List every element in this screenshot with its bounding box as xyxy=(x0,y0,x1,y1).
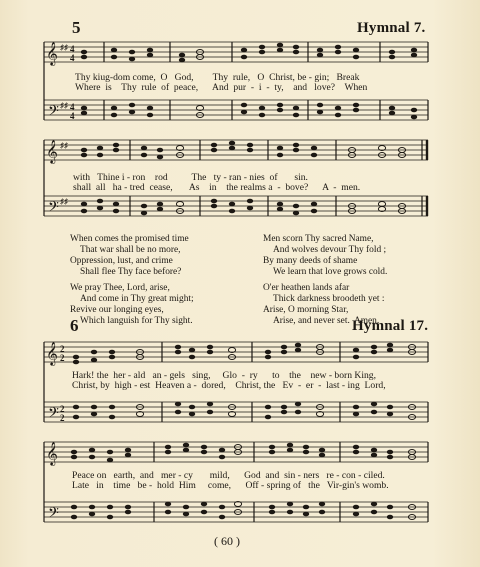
svg-text:2: 2 xyxy=(60,353,65,363)
svg-text:4: 4 xyxy=(70,102,75,112)
hymn-5-lyrics-row2-line2: shall all ha - tred cease, As in the realms a - bove? A - men. xyxy=(73,182,361,193)
svg-text:4: 4 xyxy=(70,44,75,54)
verse-line: Which languish for Thy sight. xyxy=(80,316,193,326)
verse-line: Men scorn Thy sacred Name, xyxy=(263,234,374,244)
hymn-5-verses-right xyxy=(263,234,387,327)
hymn-6-lyrics-row2-line2: Late in time be - hold Him come, Off - spring of the Vir-gin's womb. xyxy=(72,480,389,491)
verse-line: O'er heathen lands afar xyxy=(263,283,350,293)
hymn-5-verses-left xyxy=(70,234,194,327)
svg-text:♯♯: ♯♯ xyxy=(60,101,68,110)
page-number: ( 60 ) xyxy=(214,534,240,548)
verse-line: And come in Thy great might; xyxy=(80,294,194,304)
svg-text:♯♯: ♯♯ xyxy=(60,141,68,150)
svg-text:4: 4 xyxy=(70,53,75,63)
verse-line: Arise, and never set. Amen. xyxy=(273,316,380,326)
verse-line: We pray Thee, Lord, arise, xyxy=(70,283,170,293)
svg-text:2: 2 xyxy=(60,413,65,423)
svg-text:𝄞: 𝄞 xyxy=(46,141,58,163)
hymn-5-number: 5 xyxy=(72,18,81,37)
hymn-5-lyrics-row1-line2: Where is Thy rule of peace, And pur - i - ty, and love? When xyxy=(75,82,368,93)
svg-text:4: 4 xyxy=(70,111,75,121)
svg-text:𝄢: 𝄢 xyxy=(48,405,59,424)
verse-line: We learn that love grows cold. xyxy=(273,267,388,277)
hymn-6-lyrics-row2-line1: Peace on earth, and mer - cy mild, God and sin - ners re - con - ciled. xyxy=(72,470,385,481)
hymn-5-lyrics-row2-line1: with Thine i - ron rod The ty - ran - nies of sin. xyxy=(73,172,308,183)
svg-text:♯♯: ♯♯ xyxy=(60,43,68,52)
hymn-6-title: Hymnal 17. xyxy=(352,318,429,334)
hymn-5-lyrics-row1-line1: Thy kiug-dom come, O God, Thy rule, O Christ, be - gin; Break xyxy=(75,72,360,83)
svg-text:𝄢: 𝄢 xyxy=(48,103,59,122)
verse-line: When comes the promised time xyxy=(70,234,189,244)
hymn-6-lyrics-row1-line1: Hark! the her - ald an - gels sing, Glo - ry to the new - born King, xyxy=(72,370,377,381)
verse-line: Revive our longing eyes, xyxy=(70,305,164,315)
verse-line: That war shall be no more, xyxy=(80,245,181,255)
svg-text:𝄞: 𝄞 xyxy=(46,443,58,465)
svg-text:2: 2 xyxy=(60,344,65,354)
verse-line: And wolves devour Thy fold ; xyxy=(273,245,387,255)
verse-line: Oppression, lust, and crime xyxy=(70,256,173,266)
verse-line: By many deeds of shame xyxy=(263,256,358,266)
verse-line: Arise, O morning Star, xyxy=(263,305,349,315)
svg-text:♯♯: ♯♯ xyxy=(60,197,68,206)
verse-line: Shall flee Thy face before? xyxy=(80,267,182,277)
hymn-6-lyrics-row1-line2: Christ, by high - est Heaven a - dored, Christ, the Ev - er - last - ing Lord, xyxy=(72,380,386,391)
hymn-6-number: 6 xyxy=(70,316,79,335)
svg-text:𝄞: 𝄞 xyxy=(46,43,58,65)
svg-text:2: 2 xyxy=(60,404,65,414)
svg-text:𝄞: 𝄞 xyxy=(46,343,58,365)
hymn-5-title: Hymnal 7. xyxy=(357,20,426,36)
svg-text:𝄢: 𝄢 xyxy=(48,199,59,218)
svg-text:𝄢: 𝄢 xyxy=(48,505,59,524)
verse-line: Thick darkness broodeth yet : xyxy=(273,294,385,304)
